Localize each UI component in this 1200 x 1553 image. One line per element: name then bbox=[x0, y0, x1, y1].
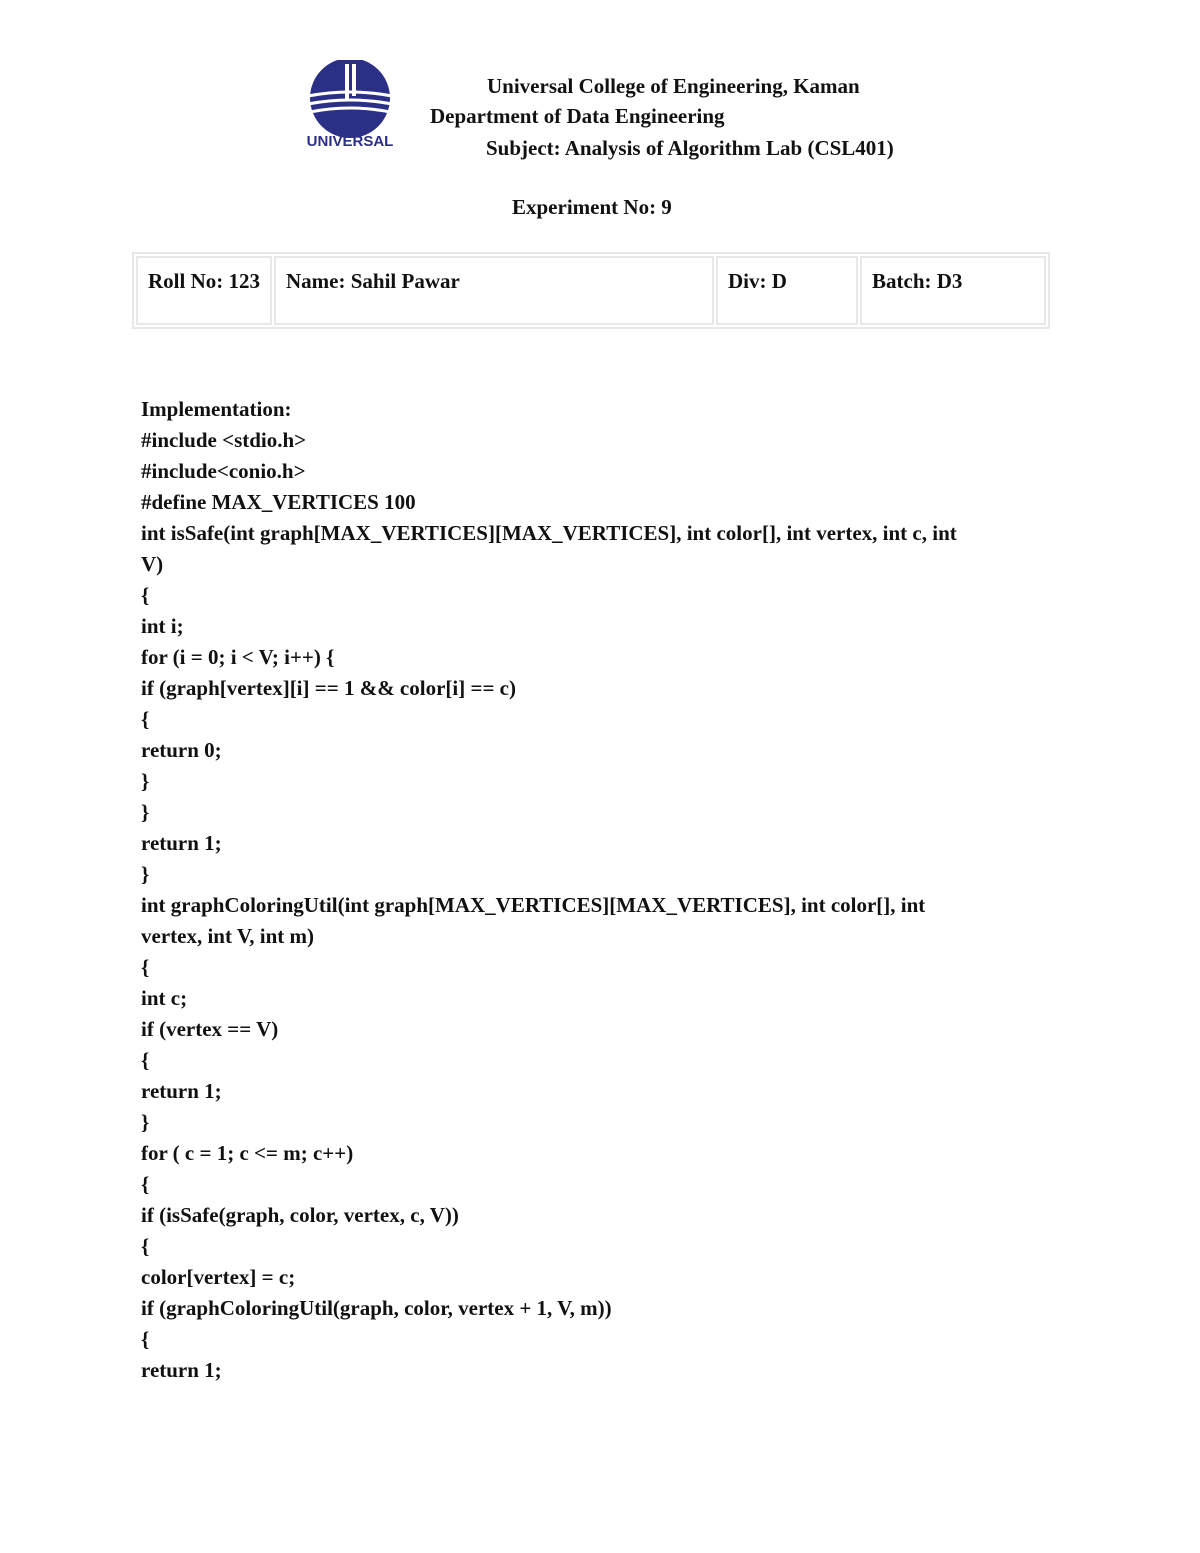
code-line: return 0; bbox=[141, 738, 222, 762]
code-line: } bbox=[141, 1110, 150, 1134]
university-logo bbox=[300, 60, 400, 155]
experiment-number: Experiment No: 9 bbox=[512, 195, 672, 219]
name-cell: Name: Sahil Pawar bbox=[274, 256, 714, 325]
batch-cell: Batch: D3 bbox=[860, 256, 1046, 325]
code-line: return 1; bbox=[141, 1358, 222, 1382]
code-line: #include<conio.h> bbox=[141, 459, 306, 483]
code-line: { bbox=[141, 583, 150, 607]
code-line: } bbox=[141, 862, 150, 886]
code-line: if (graphColoringUtil(graph, color, vertex + 1, V, m)) bbox=[141, 1296, 612, 1320]
code-line: int c; bbox=[141, 986, 188, 1010]
code-line: vertex, int V, int m) bbox=[141, 924, 315, 948]
code-line: return 1; bbox=[141, 831, 222, 855]
college-name: Universal College of Engineering, Kaman bbox=[487, 74, 860, 98]
code-line: { bbox=[141, 955, 150, 979]
code-line: #include <stdio.h> bbox=[141, 428, 307, 452]
code-line: int i; bbox=[141, 614, 184, 638]
code-line: { bbox=[141, 1048, 150, 1072]
code-line: int graphColoringUtil(int graph[MAX_VERTICES][MAX_VERTICES], int color[], int bbox=[141, 893, 926, 917]
student-info-table bbox=[132, 252, 1050, 329]
code-line: if (vertex == V) bbox=[141, 1017, 279, 1041]
code-line: if (isSafe(graph, color, vertex, c, V)) bbox=[141, 1203, 459, 1227]
code-line: { bbox=[141, 1234, 150, 1258]
code-line: } bbox=[141, 769, 150, 793]
div-cell: Div: D bbox=[716, 256, 858, 325]
code-line: for (i = 0; i < V; i++) { bbox=[141, 645, 335, 669]
code-line: color[vertex] = c; bbox=[141, 1265, 296, 1289]
code-line: { bbox=[141, 707, 150, 731]
code-line: if (graph[vertex][i] == 1 && color[i] == c) bbox=[141, 676, 516, 700]
subject-title: Subject: Analysis of Algorithm Lab (CSL401) bbox=[486, 136, 894, 160]
roll-no-cell: Roll No: 123 bbox=[136, 256, 272, 325]
code-line: for ( c = 1; c <= m; c++) bbox=[141, 1141, 354, 1165]
code-line: return 1; bbox=[141, 1079, 222, 1103]
department-name: Department of Data Engineering bbox=[430, 104, 725, 128]
code-line: V) bbox=[141, 552, 164, 576]
code-line: int isSafe(int graph[MAX_VERTICES][MAX_VERTICES], int color[], int vertex, int c, int bbox=[141, 521, 957, 545]
svg-text:UNIVERSAL: UNIVERSAL bbox=[306, 133, 394, 150]
code-line: } bbox=[141, 800, 150, 824]
code-line: { bbox=[141, 1172, 150, 1196]
implementation-heading: Implementation: bbox=[141, 397, 292, 421]
code-listing bbox=[141, 397, 957, 1389]
code-line: { bbox=[141, 1327, 150, 1351]
code-line: #define MAX_VERTICES 100 bbox=[141, 490, 416, 514]
